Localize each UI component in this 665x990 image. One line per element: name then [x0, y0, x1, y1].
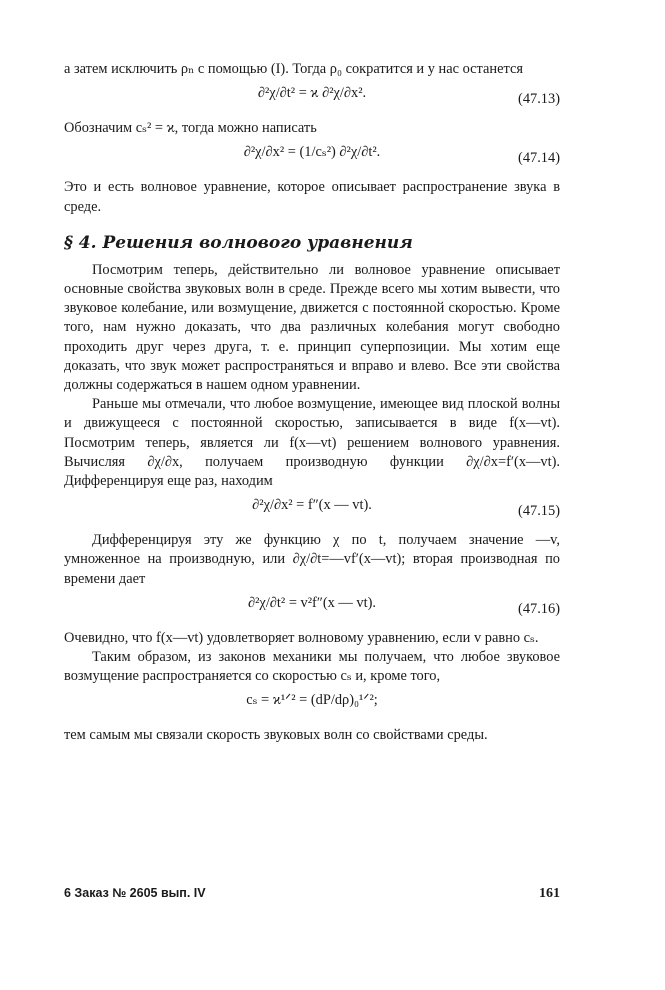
equation-formula: ∂²χ/∂x² = (1/cₛ²) ∂²χ/∂t².	[243, 144, 381, 161]
equation-formula: ∂²χ/∂t² = ϰ ∂²χ/∂x².	[257, 85, 367, 102]
paragraph-7: Очевидно, что f(x—vt) удовлетворяет волновому уравнению, если v равно cₛ.	[64, 629, 539, 646]
equation-47-15	[64, 491, 560, 531]
equation-formula: ∂²χ/∂x² = f″(x — vt).	[252, 497, 372, 514]
section-title: § 4. Решения волнового уравнения	[64, 232, 413, 253]
paragraph-9: тем самым мы связали скорость звуковых волн со свойствами среды.	[64, 727, 488, 744]
paragraph-8: Таким образом, из законов механики мы получаем, что любое звуковое возмущение распространяется со скоростью cₛ и, кроме того,	[64, 649, 560, 685]
paragraph-3: Это и есть волновое уравнение, которое описывает распространение звука в среде.	[64, 179, 560, 215]
paragraph-1: а затем исключить ρₙ с помощью (I). Тогда ρ₀ сократится и у нас останется	[64, 61, 523, 77]
page-number: 161	[539, 886, 560, 901]
print-order-note: 6 Заказ № 2605 вып. IV	[64, 886, 206, 900]
equation-47-13	[64, 79, 560, 119]
equation-number: (47.16)	[518, 600, 560, 617]
equation-number: (47.13)	[518, 91, 560, 108]
equation-47-16	[64, 589, 560, 629]
equation-number: (47.15)	[518, 503, 560, 520]
equation-47-14	[64, 138, 560, 178]
paragraph-2: Обозначим cₛ² = ϰ, тогда можно написать	[64, 120, 317, 137]
equation-number: (47.14)	[518, 150, 560, 167]
paragraph-5: Раньше мы отмечали, что любое возмущение, имеющее вид плоской волны и движущееся с постоянной скоростью, записывается в виде f(x—vt). Посмотрим теперь, является ли f(x—vt) решением волнового уравнения. Вычисляя ∂χ/∂x, получаем производную функции ∂χ/∂x=f′(x—vt). Дифференцируя еще раз, находим	[64, 396, 560, 490]
page-content	[64, 60, 560, 746]
equation-formula: cₛ = ϰ¹ᐟ² = (dP/dρ)₀¹ᐟ²;	[246, 692, 378, 709]
paragraph-4: Посмотрим теперь, действительно ли волновое уравнение описывает основные свойства звуковых волн в среде. Прежде всего мы хотим вывести, что звуковое колебание, или возмущение, движется с постоянной скоростью. Кроме того, нам нужно доказать, что два различных колебания могут свободно проходить друг через друга, т. е. принцип суперпозиции. Мы хотим еще доказать, что звук может распространяться и вправо и влево. Все эти свойства должны содержаться в нашем одном уравнении.	[64, 261, 560, 394]
paragraph-6: Дифференцируя эту же функцию χ по t, получаем значение —v, умноженное на производную, или ∂χ/∂t=—vf′(x—vt); вторая производная по времени дает	[64, 532, 560, 587]
equation-formula: ∂²χ/∂t² = v²f″(x — vt).	[248, 594, 376, 611]
equation-sound-speed	[64, 686, 560, 726]
